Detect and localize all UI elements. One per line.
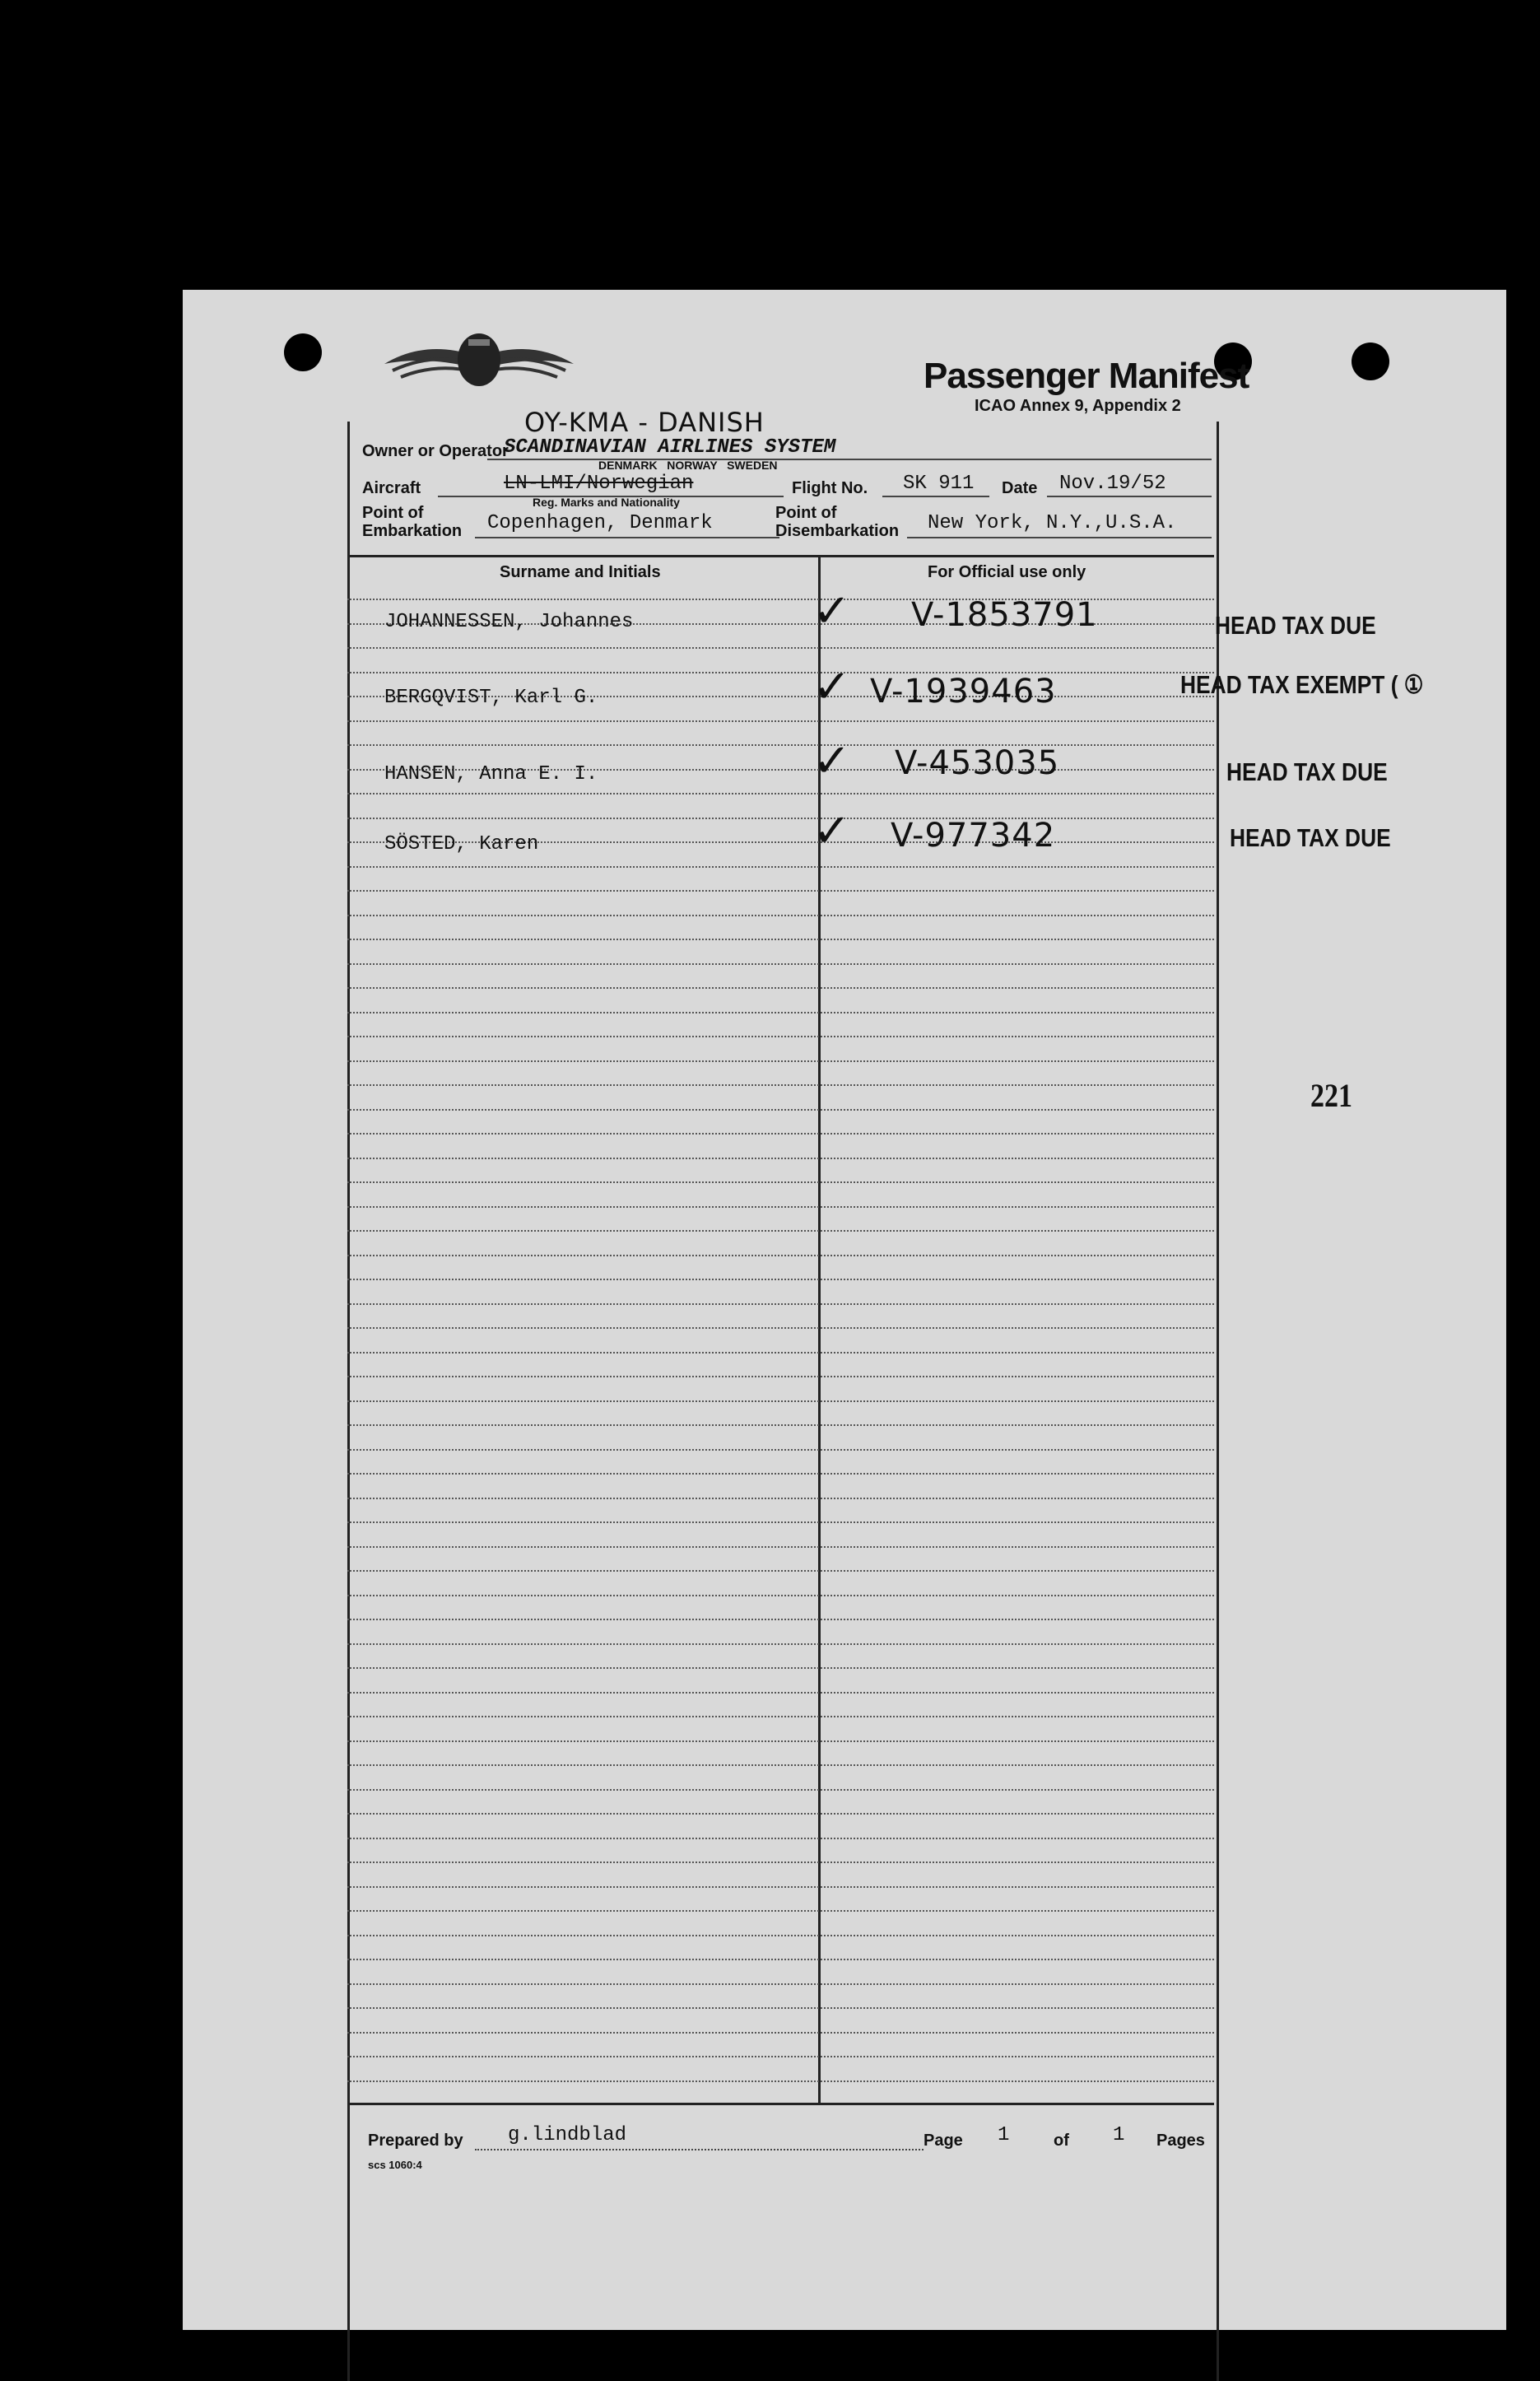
table-line (347, 1692, 1214, 1694)
official-number: V-977342 (891, 817, 1056, 855)
table-line (347, 1498, 1214, 1499)
table-line (347, 1084, 1214, 1086)
official-number: V-1853791 (911, 596, 1098, 634)
table-line (347, 793, 1214, 794)
table-line (347, 1133, 1214, 1135)
table-line (347, 1764, 1214, 1766)
table-line (347, 1060, 1214, 1062)
table-line (347, 1206, 1214, 1208)
flight-underline (882, 496, 989, 497)
table-line (347, 866, 1214, 868)
flight-value: SK 911 (903, 473, 975, 495)
table-line (347, 1643, 1214, 1645)
table-line (347, 1838, 1214, 1839)
date-underline (1047, 496, 1212, 497)
table-line (347, 1230, 1214, 1232)
page-label: Page (924, 2132, 963, 2150)
official-number: V-1939463 (870, 673, 1057, 711)
check-mark-icon: ✓ (812, 734, 851, 788)
table-line (347, 1861, 1214, 1863)
column-header-name: Surname and Initials (500, 563, 661, 581)
table-line (347, 1279, 1214, 1280)
punch-hole-right (1352, 342, 1389, 380)
pages-value: 1 (1113, 2124, 1125, 2146)
table-line (347, 1303, 1214, 1305)
table-line (347, 987, 1214, 989)
aircraft-value: LN-LMI/Norwegian (504, 473, 694, 495)
table-line (347, 1546, 1214, 1548)
page-title: Passenger Manifest (924, 356, 1249, 396)
aircraft-underline (438, 496, 784, 497)
check-mark-icon: ✓ (812, 585, 851, 638)
table-line (347, 1789, 1214, 1791)
embark-label-line1: Point of (362, 504, 424, 522)
embark-value: Copenhagen, Denmark (487, 512, 713, 534)
page-subtitle: ICAO Annex 9, Appendix 2 (975, 397, 1181, 415)
passenger-name: JOHANNESSEN, Johannes (384, 611, 634, 633)
head-tax-stamp: HEAD TAX DUE (1215, 611, 1376, 640)
official-number: V-453035 (895, 744, 1060, 782)
table-line (347, 1983, 1214, 1985)
table-line (347, 1255, 1214, 1256)
check-mark-icon: ✓ (812, 804, 851, 858)
disembark-label-line1: Point of (775, 504, 837, 522)
table-line (347, 890, 1214, 892)
table-line (347, 672, 1214, 673)
table-line (347, 1667, 1214, 1669)
disembark-label (775, 504, 899, 540)
passenger-name: HANSEN, Anna E. I. (384, 763, 598, 785)
passenger-name: SÖSTED, Karen (384, 833, 539, 855)
manifest-paper (183, 290, 1506, 2330)
form-code: scs 1060:4 (368, 2159, 422, 2171)
table-line (347, 1158, 1214, 1159)
of-label: of (1054, 2132, 1069, 2150)
table-line (347, 2007, 1214, 2009)
table-line (347, 1910, 1214, 1912)
table-line (347, 1327, 1214, 1329)
table-line (347, 2032, 1214, 2034)
table-line (347, 915, 1214, 916)
table-line (347, 1813, 1214, 1815)
owner-countries: DENMARK NORWAY SWEDEN (598, 459, 778, 472)
table-line (347, 1109, 1214, 1111)
page-value: 1 (998, 2124, 1010, 2146)
table-line (347, 1521, 1214, 1523)
table-line (347, 2080, 1214, 2082)
table-top-rule (347, 555, 1214, 557)
disembark-value: New York, N.Y.,U.S.A. (928, 512, 1177, 534)
page-number-stamp: 221 (1310, 1077, 1352, 1114)
table-line (347, 1376, 1214, 1377)
owner-underline (487, 459, 1212, 460)
head-tax-stamp: HEAD TAX EXEMPT ( ① (1180, 670, 1424, 699)
table-line (347, 720, 1214, 722)
head-tax-stamp: HEAD TAX DUE (1230, 823, 1391, 852)
table-line (347, 1449, 1214, 1451)
pages-label: Pages (1156, 2132, 1205, 2150)
footer-top-rule (347, 2103, 1214, 2105)
table-line (347, 1424, 1214, 1426)
table-line (347, 1619, 1214, 1620)
table-line (347, 2056, 1214, 2057)
table-line (347, 1570, 1214, 1572)
table-line (347, 1935, 1214, 1936)
column-header-official: For Official use only (928, 563, 1086, 581)
embark-label (362, 504, 462, 540)
table-line (347, 647, 1214, 649)
table-line (347, 1181, 1214, 1183)
table-line (347, 1352, 1214, 1354)
embark-label-line2: Embarkation (362, 522, 463, 540)
owner-label: Owner or Operator (362, 442, 509, 460)
head-tax-stamp: HEAD TAX DUE (1226, 757, 1388, 786)
owner-value: SCANDINAVIAN AIRLINES SYSTEM (504, 436, 836, 459)
aircraft-sublabel: Reg. Marks and Nationality (533, 496, 680, 509)
table-line (347, 1400, 1214, 1402)
table-line (347, 1473, 1214, 1475)
table-line (347, 939, 1214, 940)
table-line (347, 744, 1214, 746)
owner-handwritten: OY-KMA - DANISH (524, 407, 765, 438)
embark-underline (475, 537, 779, 538)
table-line (347, 1716, 1214, 1717)
date-value: Nov.19/52 (1059, 473, 1166, 495)
date-label: Date (1002, 479, 1038, 497)
table-line (347, 1886, 1214, 1888)
prepared-by-underline (475, 2149, 924, 2150)
disembark-label-line2: Disembarkation (775, 522, 900, 540)
passenger-name: BERGQVIST, Karl G. (384, 687, 598, 709)
table-line (347, 1959, 1214, 1960)
table-line (347, 1740, 1214, 1742)
disembark-underline (907, 537, 1212, 538)
table-line (347, 1036, 1214, 1037)
table-line (347, 1012, 1214, 1013)
table-line (347, 963, 1214, 965)
aircraft-label: Aircraft (362, 479, 421, 497)
flight-label: Flight No. (792, 479, 868, 497)
prepared-by-label: Prepared by (368, 2132, 463, 2150)
sas-logo-icon (376, 323, 582, 405)
table-line (347, 818, 1214, 819)
prepared-by-value: g.lindblad (508, 2124, 627, 2146)
check-mark-icon: ✓ (812, 660, 851, 714)
punch-hole-left (284, 333, 322, 371)
table-line (347, 1595, 1214, 1596)
